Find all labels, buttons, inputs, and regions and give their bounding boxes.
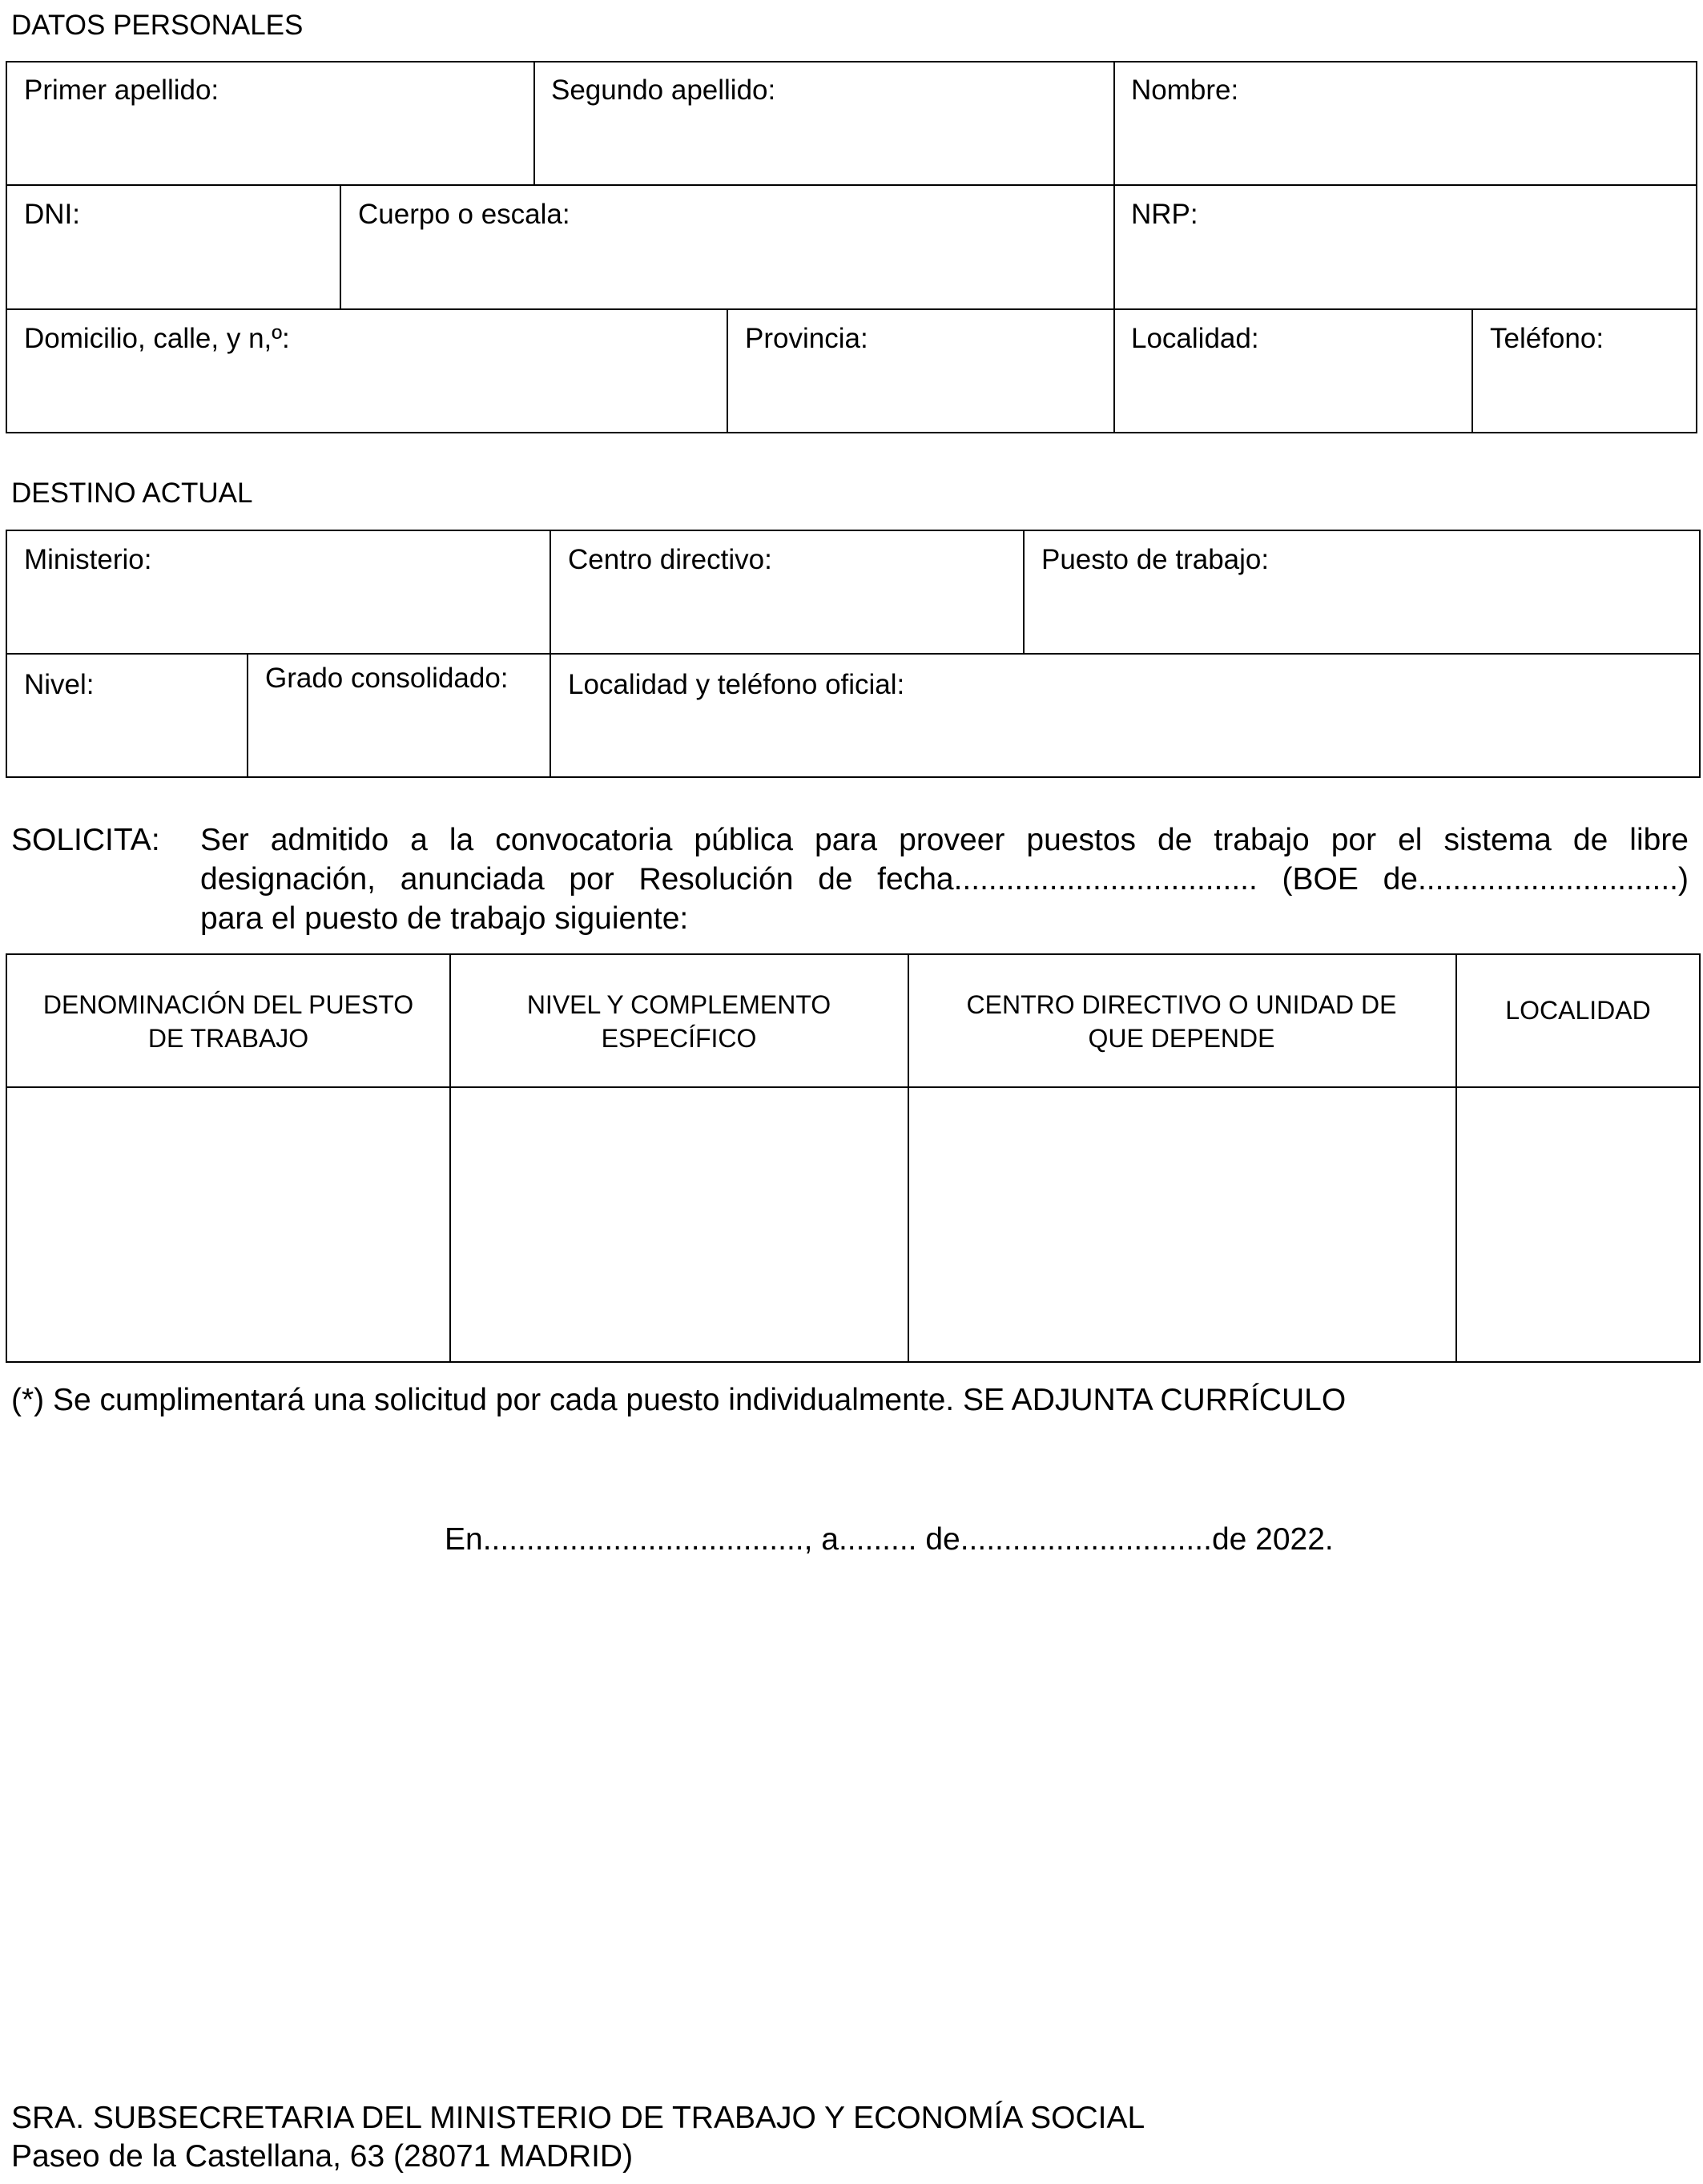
table-header-localidad: LOCALIDAD (1505, 996, 1651, 1025)
field-cuerpo-escala[interactable]: Cuerpo o escala: (358, 199, 570, 230)
field-ministerio[interactable]: Ministerio: (24, 544, 152, 575)
col-divider (727, 308, 728, 433)
field-provincia[interactable]: Provincia: (745, 323, 868, 354)
table-cell-denominacion[interactable] (7, 1088, 449, 1361)
row-divider (6, 308, 1697, 310)
solicita-label: SOLICITA: (11, 823, 160, 857)
col-divider (550, 530, 551, 778)
field-grado-consolidado[interactable]: Grado consolidado: (265, 663, 509, 694)
field-nombre[interactable]: Nombre: (1131, 75, 1239, 106)
col-divider (1113, 61, 1115, 433)
table-header-centro: CENTRO DIRECTIVO O UNIDAD DE QUE DEPENDE (966, 990, 1397, 1053)
field-nrp[interactable]: NRP: (1131, 199, 1198, 230)
field-primer-apellido[interactable]: Primer apellido: (24, 75, 219, 106)
field-puesto-trabajo[interactable]: Puesto de trabajo: (1041, 544, 1270, 575)
addressee-line-1: SRA. SUBSECRETARIA DEL MINISTERIO DE TRABAJO Y ECONOMÍA SOCIAL (11, 2101, 1145, 2135)
addressee-line-2: Paseo de la Castellana, 63 (28071 MADRID) (11, 2139, 634, 2174)
field-centro-directivo[interactable]: Centro directivo: (568, 544, 772, 575)
row-divider (6, 653, 1701, 655)
col-divider (1472, 308, 1473, 433)
field-segundo-apellido[interactable]: Segundo apellido: (551, 75, 776, 106)
date-line: En....................................., a......... de.............................de 2022. (445, 1522, 1334, 1557)
table-header-denominacion: DENOMINACIÓN DEL PUESTO DE TRABAJO (42, 990, 414, 1053)
solicita-line-2: designación, anunciada por Resolución de fecha................................... (BOE de..............................) (200, 862, 1689, 897)
solicita-line-3: para el puesto de trabajo siguiente: (200, 901, 689, 936)
field-localidad[interactable]: Localidad: (1131, 323, 1259, 354)
solicita-line-1: Ser admitido a la convocatoria pública para proveer puestos de trabajo por el sistema de libre (200, 823, 1689, 857)
note: (*) Se cumplimentará una solicitud por cada puesto individualmente. SE ADJUNTA CURRÍCULO (11, 1383, 1347, 1417)
table-cell-nivel[interactable] (451, 1088, 908, 1361)
col-divider (247, 653, 248, 778)
col-divider (533, 61, 535, 185)
col-divider (1023, 530, 1025, 654)
field-dni[interactable]: DNI: (24, 199, 80, 230)
field-domicilio[interactable]: Domicilio, calle, y n,º: (24, 323, 290, 354)
row-divider (6, 184, 1697, 186)
col-divider (340, 184, 341, 309)
field-localidad-telefono[interactable]: Localidad y teléfono oficial: (568, 669, 905, 700)
table-cell-centro[interactable] (909, 1088, 1455, 1361)
table-header-nivel: NIVEL Y COMPLEMENTO ESPECÍFICO (526, 990, 831, 1053)
datos-personales-table (6, 61, 1697, 433)
section-title-datos-personales: DATOS PERSONALES (11, 10, 304, 41)
field-telefono[interactable]: Teléfono: (1490, 323, 1604, 354)
table-cell-localidad[interactable] (1457, 1088, 1699, 1361)
field-nivel[interactable]: Nivel: (24, 669, 95, 700)
section-title-destino-actual: DESTINO ACTUAL (11, 477, 253, 509)
